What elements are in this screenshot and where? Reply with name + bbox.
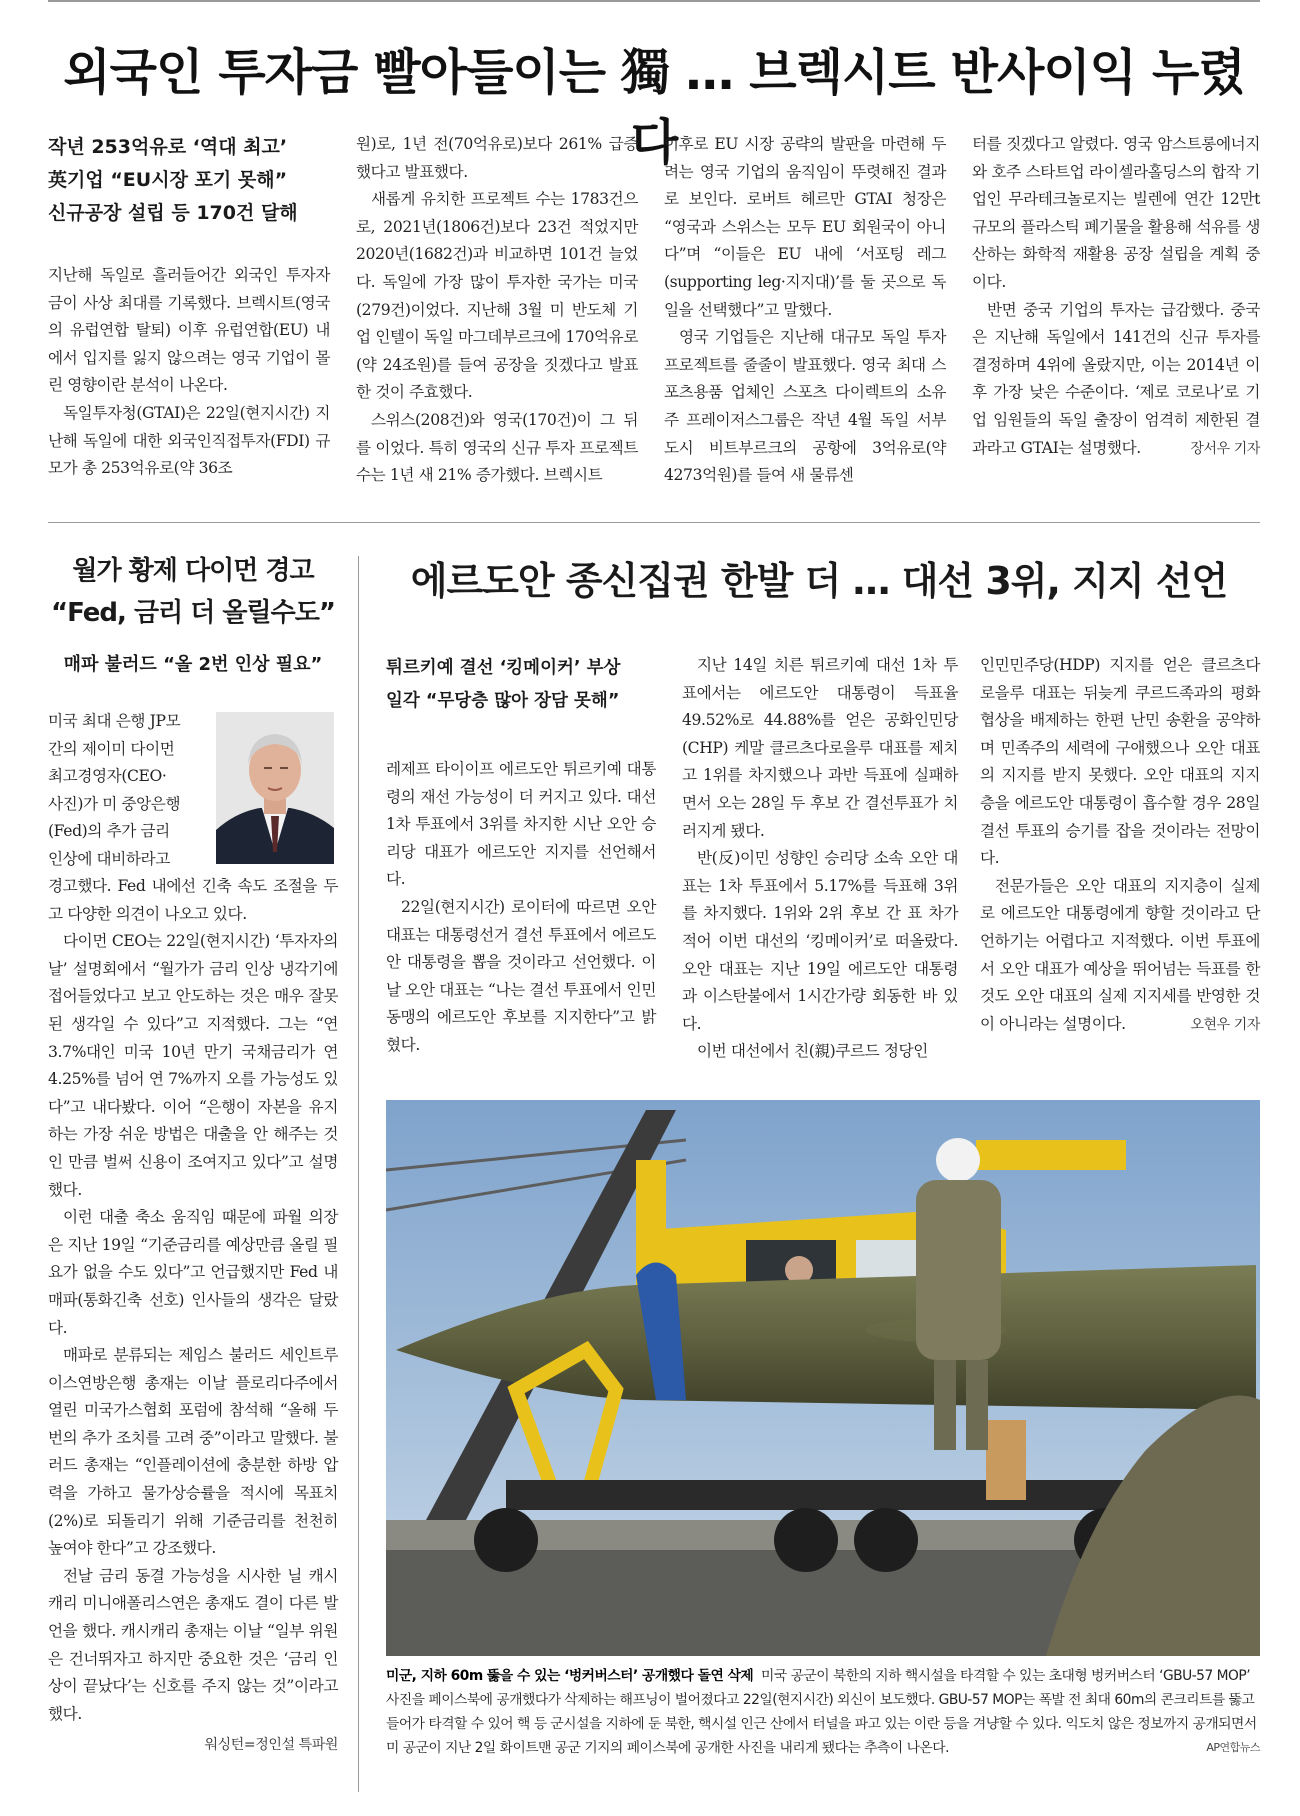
article2-paragraph: 경고했다. Fed 내에선 긴축 속도 조절을 두고 다양한 의견이 나오고 있다. — [48, 877, 338, 923]
photo-caption — [386, 1664, 1260, 1760]
article2-paragraph: 다이먼 CEO는 22일(현지시간) ‘투자자의 날’ 설명회에서 “월가가 금리 인상 냉각기에 접어들었다고 보고 안도하는 것은 매우 잘못된 생각일 수 있다”고 지적했다. 그는 “연 3.7%대인 미국 10년 만기 국채금리가 연 4.25%를 넘어 연 7%까지 오를 가능성도 있다”고 내다봤다. 이어 “은행이 자본을 유지하는 가장 쉬운 방법은 대출을 안 해주는 것인 만큼 벌써 신용이 조여지고 있다”고 설명했다. — [48, 932, 338, 1199]
article2-paragraph: 이런 대출 축소 움직임 때문에 파월 의장은 지난 19일 “기준금리를 예상만큼 올릴 필요가 없을 수도 있다”고 언급했지만 Fed 내 매파(통화긴축 선호) 인사들의 생각은 달랐다. — [48, 1208, 338, 1337]
article1-col3 — [664, 131, 946, 490]
column-divider — [358, 556, 359, 1792]
photo-credit: AP연합뉴스 — [1206, 1741, 1260, 1754]
bunker-buster-photo — [386, 1100, 1260, 1656]
article1-paragraph: 새롭게 유치한 프로젝트 수는 1783건으로, 2021년(1806건)보다 23건 적었지만 2020년(1682건)과 비교하면 101건 늘었다. 독일에 가장 많이 투자한 국가는 미국(279건)이었다. 지난해 3월 미 반도체 기업 인텔이 독일 마그데부르크에 170억유로(약 24조원)를 들여 공장을 짓겠다고 발표한 것이 주효했다. — [356, 190, 638, 402]
section-rule — [48, 522, 1260, 523]
article2-intro-line: 간의 제이미 다이먼 — [48, 739, 175, 758]
article3-paragraph: 인민민주당(HDP) 지지를 얻은 클르츠다로을루 대표는 뒤늦게 쿠르드족과의 평화 협상을 배제하는 한편 난민 송환을 공약하며 민족주의 세력에 구애했으나 오안 대표의 지지를 받지 못했다. 오안 대표의 지지층을 에르도안 대통령이 흡수할 경우 28일 결선 투표의 승기를 잡을 것이라는 전망이다. — [980, 656, 1260, 868]
article1-paragraph: 영국 기업들은 지난해 대규모 독일 투자 프로젝트를 줄줄이 발표했다. 영국 최대 스포츠용품 업체인 스포츠 다이렉트의 소유주 프레이저스그룹은 작년 4월 독일 서부 도시 비트부르크의 공항에 3억유로(약 4273억원)를 들여 새 물류센 — [664, 328, 946, 485]
top-rule — [48, 0, 1260, 2]
article1-paragraph: 반면 중국 기업의 투자는 급감했다. 중국은 지난해 독일에서 141건의 신규 투자를 결정하며 4위에 올랐지만, 이는 2014년 이후 가장 낮은 수준이다. ‘제로 코로나’로 기업 임원들의 독일 출장이 엄격히 제한된 결과라고 GTAI는 설명했다. — [972, 300, 1260, 457]
article1-paragraph: 이후로 EU 시장 공략의 발판을 마련해 두려는 영국 기업의 움직임이 뚜렷해진 결과로 보인다. 로버트 헤르만 GTAI 청장은 “영국과 스위스는 모두 EU 회원국이 아니다”며 “이들은 EU 내에 ‘서포팅 레그(supporting leg·지지대)’를 둘 곳으로 독일을 선택했다”고 말했다. — [664, 135, 946, 319]
article1-paragraph: 터를 짓겠다고 알렸다. 영국 암스트롱에너지와 호주 스타트업 라이셀라홀딩스의 합작 기업인 무라테크놀로지는 빌렌에 연간 12만t 규모의 플라스틱 폐기물을 활용해 석유를 생산하는 화학적 재활용 공장 설립을 계획 중이다. — [972, 135, 1260, 291]
article1-paragraph: 독일투자청(GTAI)은 22일(현지시간) 지난해 독일에 대한 외국인직접투자(FDI) 규모가 총 253억유로(약 36조 — [48, 403, 330, 478]
article3-paragraph: 지난 14일 치른 튀르키예 대선 1차 투표에서는 에르도안 대통령이 득표율 49.52%로 44.88%를 얻은 공화인민당(CHP) 케말 클르츠다로을루 대표를 제치고 1위를 차지했으나 과반 득표에 실패하면서 오는 28일 두 후보 간 결선투표가 치러지게 됐다. — [682, 656, 958, 840]
article2-intro-line: 인상에 대비하라고 — [48, 849, 170, 868]
article3-headline: 에르도안 종신집권 한발 더 … 대선 3위, 지지 선언 — [410, 559, 1228, 603]
portrait-image — [216, 712, 334, 864]
portrait-photo — [216, 712, 334, 864]
article1-headline: 외국인 투자금 빨아들이는 獨 … 브렉시트 반사이익 누렸다 — [63, 44, 1245, 171]
article3-paragraph: 레제프 타이이프 에르도안 튀르키예 대통령의 재선 가능성이 더 커지고 있다. 대선 1차 투표에서 3위를 차지한 시난 오안 승리당 대표가 에르도안 지지를 선언해서다. — [386, 760, 656, 889]
bunker-buster-image — [386, 1100, 1260, 1656]
article3-paragraph: 반(反)이민 성향인 승리당 소속 오안 대표는 1차 투표에서 5.17%를 득표해 3위를 차지했다. 1위와 2위 후보 간 표 차가 적어 이번 대선의 ‘킹메이커’로 떠올랐다. 오안 대표는 지난 19일 에르도안 대통령과 이스탄불에서 1시간가량 회동한 바 있다. — [682, 849, 958, 1033]
article3-col2 — [682, 652, 958, 1066]
article1-subhead — [48, 131, 318, 230]
article2-intro-line: (Fed)의 추가 금리 — [48, 822, 170, 841]
article2-body — [48, 873, 338, 1760]
article3-subhead-line: 튀르키예 결선 ‘킹메이커’ 부상 — [386, 658, 621, 678]
article2-intro-line: 사진)가 미 중앙은행 — [48, 794, 181, 813]
article1-byline: 장서우 기자 — [1190, 441, 1260, 458]
caption-title: 미군, 지하 60m 뚫을 수 있는 ‘벙커버스터’ 공개했다 돌연 삭제 — [386, 1668, 754, 1684]
article3-paragraph: 전문가들은 오안 대표의 지지층이 실제로 에르도안 대통령에게 향할 것이라고 단언하기는 어렵다고 지적했다. 이번 투표에서 오안 대표가 예상을 뛰어넘는 득표를 한 것도 오안 대표의 실제 지지세를 반영한 것이 아니라는 설명이다. — [980, 876, 1260, 1033]
article1-subhead-line: 작년 253억유로 ‘역대 최고’ — [48, 136, 288, 158]
article3-col1 — [386, 756, 656, 1060]
article2-subhead: 매파 불러드 “올 2번 인상 필요” — [63, 654, 323, 675]
article1-col1 — [48, 262, 330, 483]
article2-headline — [48, 550, 338, 634]
article3-paragraph: 22일(현지시간) 로이터에 따르면 오안 대표는 대통령선거 결선 투표에서 에르도안 대통령을 뽑을 것이라고 선언했다. 이날 오안 대표는 “나는 결선 투표에서 인민동맹의 에르도안 후보를 지지한다”고 밝혔다. — [386, 897, 656, 1054]
article1-subhead-line: 신규공장 설립 등 170건 달해 — [48, 202, 298, 224]
article3-col3 — [980, 652, 1260, 1040]
article3-byline: 오현우 기자 — [1190, 1017, 1260, 1034]
article1-subhead-line: 英기업 “EU시장 포기 못해” — [48, 169, 288, 191]
article2-headline-line: 월가 황제 다이먼 경고 — [72, 556, 314, 586]
article2-intro-line: 최고경영자(CEO· — [48, 767, 167, 786]
article3-subhead-line: 일각 “무당층 많아 장담 못해” — [386, 691, 620, 711]
article2-headline-line: “Fed, 금리 더 올릴수도” — [51, 598, 335, 628]
article1-paragraph: 지난해 독일로 흘러들어간 외국인 투자자금이 사상 최대를 기록했다. 브렉시트(영국의 유럽연합 탈퇴) 이후 유럽연합(EU) 내에서 입지를 잃지 않으려는 영국 기업이 몰린 영향이란 분석이 나온다. — [48, 266, 330, 395]
article3-paragraph: 이번 대선에서 친(親)쿠르드 정당인 — [697, 1042, 928, 1061]
article1-col4 — [972, 131, 1260, 464]
article2-byline: 워싱턴=정인설 특파원 — [204, 1737, 338, 1754]
caption-body: 미국 공군이 북한의 지하 핵시설을 타격할 수 있는 초대형 벙커버스터 ‘GBU-57 MOP’ 사진을 페이스북에 공개했다가 삭제하는 해프닝이 벌어졌다고 22일(현지시간) 외신이 보도했다. GBU-57 MOP는 폭발 전 최대 60m의 콘크리트를 뚫고 들어가 타격할 수 있어 핵 등 군시설을 지하에 둔 북한, 핵시설 인근 산에서 터널을 파고 있는 이란 등을 겨냥할 수 있다. 익도치 않은 정보까지 공개되면서 미 공군이 지난 2일 화이트맨 공군 기지의 페이스북에 공개한 사진을 내리게 됐다는 추측이 나온다. — [386, 1668, 1257, 1756]
article1-paragraph: 원)로, 1년 전(70억유로)보다 261% 급증했다고 발표했다. — [356, 135, 638, 181]
article2-paragraph: 전날 금리 동결 가능성을 시사한 닐 캐시캐리 미니애폴리스연은 총재도 결이 다른 발언을 했다. 캐시캐리 총재는 이날 “일부 위원은 건너뛰자고 하지만 중요한 것은 ‘금리 인상이 끝났다’는 신호를 주지 않는 것”이라고 했다. — [48, 1566, 338, 1723]
article3-subhead — [386, 652, 656, 718]
article2-paragraph: 매파로 분류되는 제임스 불러드 세인트루이스연방은행 총재는 이날 플로리다주에서 열린 미국가스협회 포럼에 참석해 “올해 두 번의 추가 조치를 고려 중”이라고 말했다. 불러드 총재는 “인플레이션에 충분한 하방 압력을 가하고 물가상승률을 적시에 목표치(2%)로 되돌리기 위해 기준금리를 천천히 높여야 한다”고 강조했다. — [48, 1346, 338, 1558]
article2-intro — [48, 708, 208, 874]
article1-paragraph: 스위스(208건)와 영국(170건)이 그 뒤를 이었다. 특히 영국의 신규 투자 프로젝트 수는 1년 새 21% 증가했다. 브렉시트 — [356, 410, 638, 485]
article2-intro-line: 미국 최대 은행 JP모 — [48, 712, 181, 730]
article1-col2 — [356, 131, 638, 490]
